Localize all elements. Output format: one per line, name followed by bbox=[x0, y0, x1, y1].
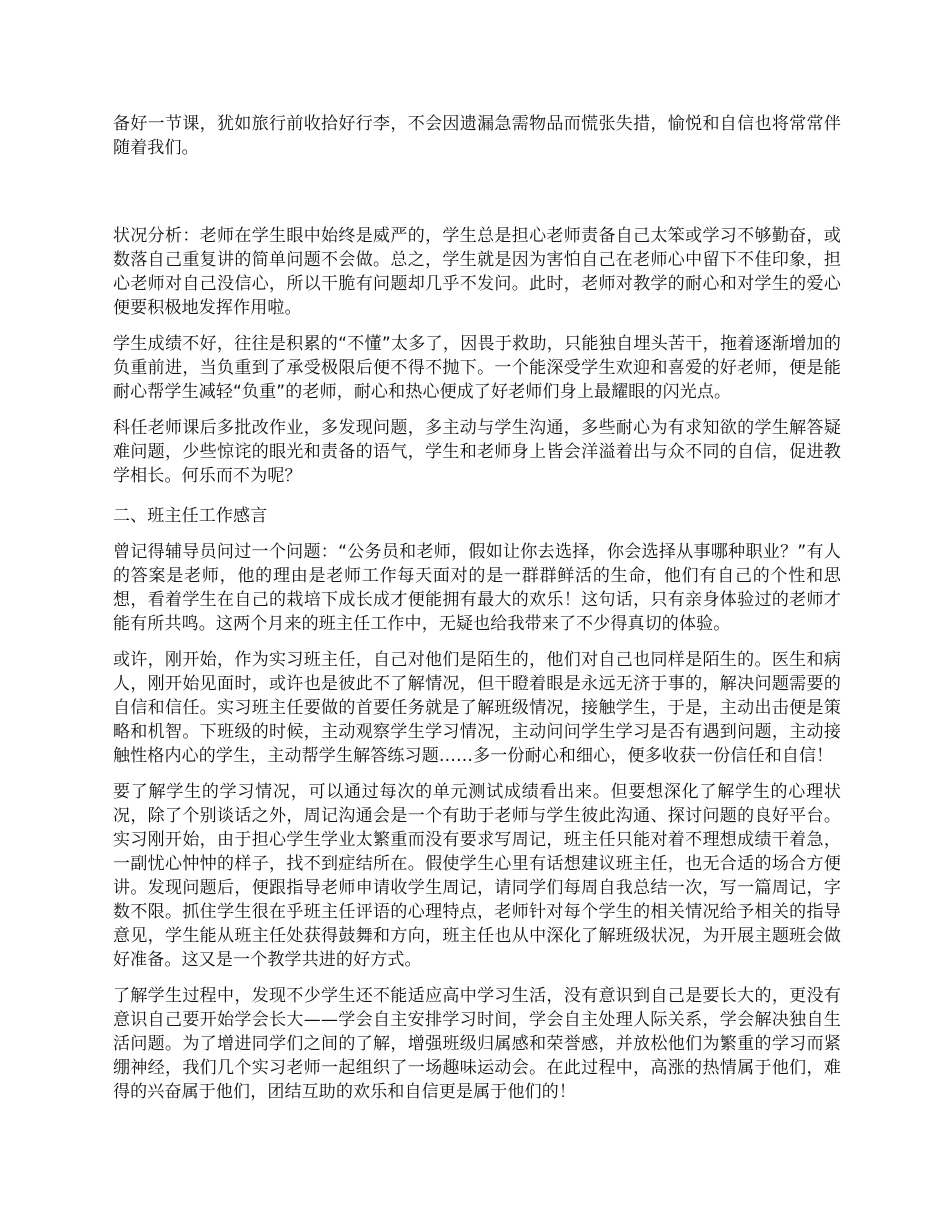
paragraph-intern-head-teacher: 或许，刚开始，作为实习班主任，自己对他们是陌生的，他们对自己也同样是陌生的。医生和病人，刚开始见面时，或许也是彼此不了解情况，但干瞪着眼是永远无济于事的，解决问题需要的自信和信任。实习班主任要做的首要任务就是了解班级情况，接触学生，于是，主动出击便是策略和机智。下班级的时候，主动观察学生学习情况，主动问问学生学习是否有遇到问题，主动接触性格内心的学生，主动帮学生解答练习题……多一份耐心和细心，便多收获一份信任和自信！ bbox=[113, 650, 841, 766]
paragraph-sports-meeting: 了解学生过程中，发现不少学生还不能适应高中学习生活，没有意识到自己是要长大的，更没有意识自己要开始学会长大——学会自主安排学习时间，学会自主处理人际关系，学会解决独自生活问题。为了增进同学们之间的了解，增强班级归属感和荣誉感，并放松他们为繁重的学习而紧绷神经，我们几个实习老师一起组织了一场趣味运动会。在此过程中，高涨的热情属于他们，难得的兴奋属于他们，团结互助的欢乐和自信更是属于他们的！ bbox=[113, 986, 841, 1102]
paragraph-situation-analysis: 状况分析：老师在学生眼中始终是威严的，学生总是担心老师责备自己太笨或学习不够勤奋，或数落自己重复讲的简单问题不会做。总之，学生就是因为害怕自己在老师心中留下不佳印象，担心老师对自己没信心，所以干脆有问题却几乎不发问。此时，老师对教学的耐心和对学生的爱心便要积极地发挥作用啦。 bbox=[113, 226, 841, 318]
paragraph-student-grades: 学生成绩不好，往往是积累的“不懂”太多了，因畏于救助，只能独自埋头苦干，拖着逐渐增加的负重前进，当负重到了承受极限后便不得不抛下。一个能深受学生欢迎和喜爱的好老师，便是能耐心帮学生减轻“负重”的老师，耐心和热心便成了好老师们身上最耀眼的闪光点。 bbox=[113, 334, 841, 402]
paragraph-subject-teacher: 科任老师课后多批改作业，多发现问题，多主动与学生沟通，多些耐心为有求知欲的学生解答疑难问题，少些惊诧的眼光和责备的语气，学生和老师身上皆会洋溢着出与众不同的自信，促进教学相长。何乐而不为呢？ bbox=[113, 418, 841, 486]
section-heading: 二、班主任工作感言 bbox=[113, 506, 268, 526]
document-body bbox=[113, 112, 841, 1116]
blank-gap bbox=[113, 184, 841, 224]
paragraph-counselor-question: 曾记得辅导员问过一个问题：“公务员和老师，假如让你去选择，你会选择从事哪种职业？”有人的答案是老师，他的理由是老师工作每天面对的是一群群鲜活的生命，他们有自己的个性和思想，看着学生在自己的栽培下成长成才便能拥有最大的欢乐！这句话，只有亲身体验过的老师才能有所共鸣。这两个月来的班主任工作中，无疑也给我带来了不少得真切的体验。 bbox=[113, 542, 841, 634]
paragraph-intro: 备好一节课，犹如旅行前收拾好行李，不会因遗漏急需物品而慌张失措，愉悦和自信也将常常伴随着我们。 bbox=[113, 114, 841, 158]
paragraph-weekly-journal: 要了解学生的学习情况，可以通过每次的单元测试成绩看出来。但要想深化了解学生的心理状况，除了个别谈话之外，周记沟通会是一个有助于老师与学生彼此沟通、探讨问题的良好平台。实习刚开始，由于担心学生学业太繁重而没有要求写周记，班主任只能对着不理想成绩干着急，一副忧心忡忡的样子，找不到症结所在。假使学生心里有话想建议班主任，也无合适的场合方便讲。发现问题后，便跟指导老师申请收学生周记，请同学们每周自我总结一次，写一篇周记，字数不限。抓住学生很在乎班主任评语的心理特点，老师针对每个学生的相关情况给予相关的指导意见，学生能从班主任处获得鼓舞和方向，班主任也从中深化了解班级状况，为开展主题班会做好准备。这又是一个教学共进的好方式。 bbox=[113, 782, 841, 970]
